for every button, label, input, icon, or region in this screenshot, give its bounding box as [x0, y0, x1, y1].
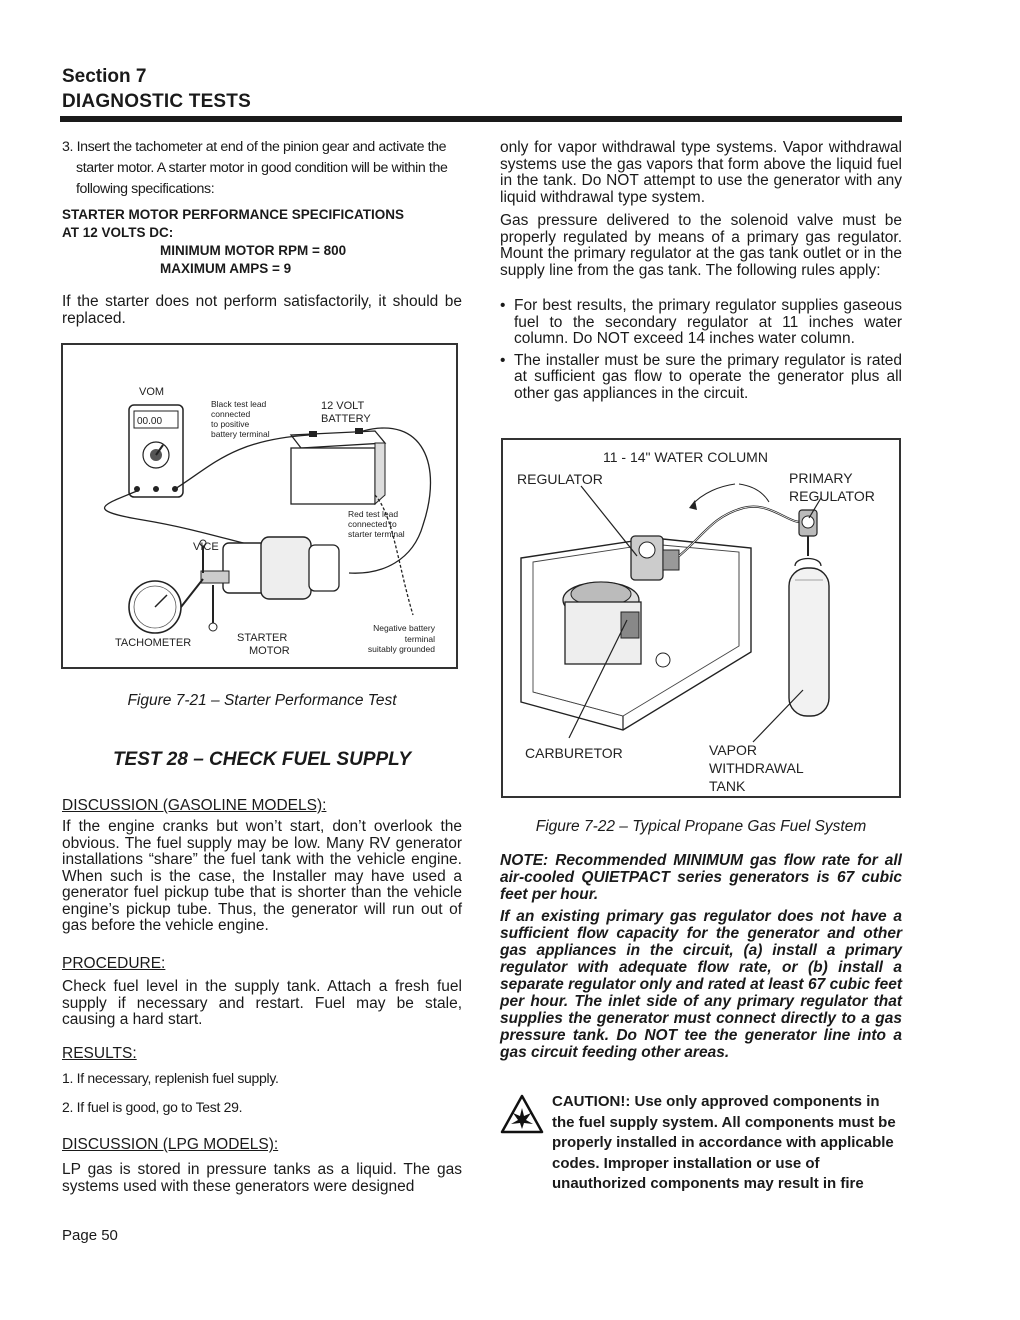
battery-graphic	[291, 428, 385, 504]
negative-label-3: suitably grounded	[367, 644, 435, 654]
spec-line-1: STARTER MOTOR PERFORMANCE SPECIFICATIONS	[62, 207, 405, 222]
starter-test-illustration	[63, 345, 460, 671]
starter-spec-block	[62, 206, 462, 278]
tachometer-graphic	[129, 579, 203, 633]
result-item-2: 2. If fuel is good, go to Test 29.	[62, 1099, 243, 1115]
battery-label-1: 12 VOLT	[321, 400, 365, 412]
figure-starter-test	[61, 343, 458, 669]
spec-line-4: MAXIMUM AMPS = 9	[160, 261, 292, 276]
vapor-tank-label-1: VAPOR	[709, 742, 757, 758]
red-lead-label-2: connected to	[348, 519, 397, 529]
negative-label-1: Negative battery	[373, 623, 435, 633]
results-heading: RESULTS:	[62, 1045, 137, 1062]
vom-label: VOM	[139, 386, 165, 398]
step-3-text: 3. Insert the tachometer at end of the pinion gear and activate the starter motor. A starter motor in good condition will be within the following specifications:	[62, 139, 448, 197]
figure-propane-system	[501, 438, 901, 798]
header-rule	[60, 116, 902, 122]
section-title: DIAGNOSTIC TESTS	[62, 91, 251, 112]
gas-pressure-paragraph: Gas pressure delivered to the solenoid valve must be properly regulated by means of a primary gas regulator. Mount the primary regulator at the gas tank outlet or in the supply line from the gas tank. The following rules apply:	[500, 212, 902, 279]
vapor-tank-label-3: TANK	[709, 778, 746, 794]
vom-display-text: 00.00	[137, 416, 163, 427]
battery-label-2: BATTERY	[321, 413, 371, 425]
discussion-gasoline-heading: DISCUSSION (GASOLINE MODELS):	[62, 797, 327, 814]
result-item-1: 1. If necessary, replenish fuel supply.	[62, 1070, 279, 1086]
primary-regulator-label-1: PRIMARY	[789, 470, 853, 486]
section-number: Section 7	[62, 66, 147, 87]
starter-paragraph: If the starter does not perform satisfactorily, it should be replaced.	[62, 293, 462, 327]
spec-line-3: MINIMUM MOTOR RPM = 800	[160, 243, 347, 258]
rule-bullet-1: • For best results, the primary regulator supplies gaseous fuel to the secondary regulator at 11 inches water column. Do NOT exceed 14 inches water column.	[500, 298, 902, 348]
propane-system-illustration	[503, 440, 903, 800]
regulator-label: REGULATOR	[517, 471, 603, 487]
rules-list	[500, 298, 902, 407]
spec-line-2: AT 12 VOLTS DC:	[62, 225, 174, 240]
vapor-tank-graphic	[789, 559, 829, 717]
regulator-capacity-note: If an existing primary gas regulator does not have a sufficient flow capacity for the generator and other gas appliances in the circuit, (a) install a primary regulator with adequate flow rate, or (b) install a separate regulator only and rated at least 67 cubic feet per hour. The inlet side of any primary regulator that supplies the generator must connect directly to a gas pressure tank. Do NOT tee the generator line into a gas circuit feeding other areas.	[500, 908, 902, 1061]
page-number: Page 50	[62, 1227, 118, 1244]
procedure-heading: PROCEDURE:	[62, 955, 166, 972]
discussion-lpg-heading: DISCUSSION (LPG MODELS):	[62, 1136, 279, 1153]
discussion-gasoline-paragraph: If the engine cranks but won’t start, don’t overlook the obvious. The fuel supply may be low. Many RV generator installations “share” the fuel tank with the vehicle engine. When such is the case, the Installer may have used a generator fuel pickup tube that is shorter than the vehicle engine’s pickup tube. Thus, the generator will run out of gas before the vehicle engine.	[62, 818, 462, 934]
starter-motor-graphic	[200, 537, 339, 631]
tachometer-label: TACHOMETER	[115, 637, 192, 649]
water-column-label: 11 - 14" WATER COLUMN	[603, 449, 768, 465]
black-lead-label-4: battery terminal	[211, 429, 270, 439]
black-lead-label-1: Black test lead	[211, 399, 267, 409]
gas-flow-note: NOTE: Recommended MINIMUM gas flow rate for all air-cooled QUIETPACT series generators is 67 cubic feet per hour.	[500, 852, 902, 903]
starter-label-1: STARTER	[237, 632, 288, 644]
red-lead-label-1: Red test lead	[348, 509, 399, 519]
caution-text: CAUTION!: Use only approved components in the fuel supply system. All components must be properly installed in accordance with applicable codes. Improper installation or use of unauthorized components may result in fire	[552, 1093, 896, 1192]
figure-7-22-caption: Figure 7-22 – Typical Propane Gas Fuel System	[535, 818, 867, 835]
black-lead-label-3: to positive	[211, 419, 250, 429]
procedure-paragraph: Check fuel level in the supply tank. Attach a fresh fuel supply if necessary and restart. Fuel may be stale, causing a hard start.	[62, 978, 462, 1028]
primary-regulator-label-2: REGULATOR	[789, 488, 875, 504]
explosion-warning-icon	[500, 1094, 544, 1134]
test-28-title: TEST 28 – CHECK FUEL SUPPLY	[112, 749, 412, 770]
carburetor-label: CARBURETOR	[525, 745, 623, 761]
black-lead-label-2: connected	[211, 409, 251, 419]
discussion-lpg-paragraph: LP gas is stored in pressure tanks as a liquid. The gas systems used with these generators were designed	[62, 1161, 462, 1195]
vice-label: VICE	[193, 541, 219, 553]
vapor-tank-label-2: WITHDRAWAL	[709, 760, 804, 776]
negative-label-2: terminal	[404, 634, 435, 644]
vapor-withdrawal-paragraph: only for vapor withdrawal type systems. Vapor withdrawal systems use the gas vapors that form above the liquid fuel in the tank. Do NOT attempt to use the generator with any liquid withdrawal type system.	[500, 139, 902, 206]
red-lead-label-3: starter terminal	[348, 529, 405, 539]
primary-regulator-graphic	[799, 510, 817, 556]
figure-7-21-caption: Figure 7-21 – Starter Performance Test	[127, 692, 397, 709]
rule-bullet-2: • The installer must be sure the primary regulator is rated at sufficient gas flow to operate the generator plus all other gas appliances in the circuit.	[500, 353, 902, 403]
vom-meter-graphic	[129, 405, 183, 497]
starter-label-2: MOTOR	[249, 645, 290, 657]
